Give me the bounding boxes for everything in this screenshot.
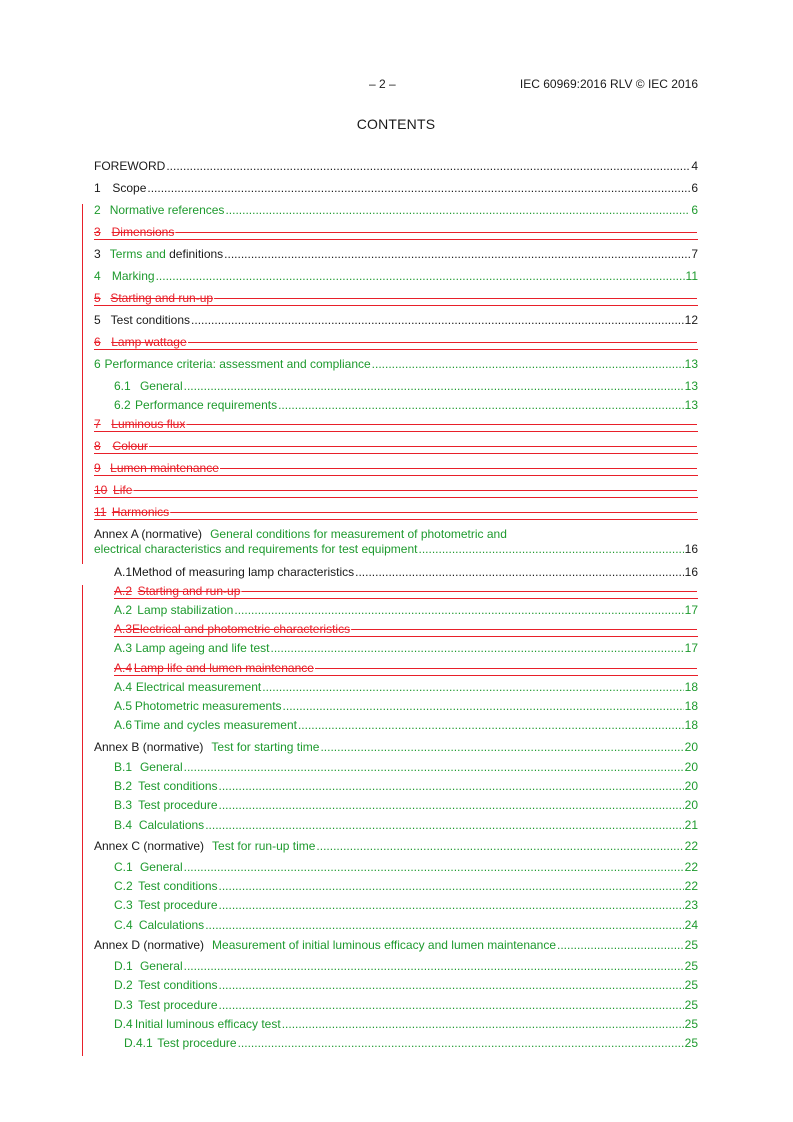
dot-leader	[557, 938, 684, 952]
dot-leader	[351, 622, 697, 636]
toc-entry-number: D.4	[114, 1017, 133, 1031]
toc-entry-number: A.6	[114, 718, 133, 732]
toc-entry-number: B.1	[114, 760, 133, 774]
toc-entry-title: Lamp stabilization	[137, 603, 234, 617]
toc-entry-number: 3	[94, 247, 101, 261]
toc-entry-number: B.2	[114, 779, 133, 793]
toc-entry-number: D.2	[114, 978, 133, 992]
toc-entry-title: Marking	[111, 269, 155, 283]
toc-entry-number: D.4.1	[124, 1036, 153, 1050]
toc-entry[interactable]	[114, 584, 698, 598]
toc-entry-title: Time and cycles measurement	[134, 718, 297, 732]
toc-entry-number: 3	[94, 225, 101, 239]
dot-leader	[283, 699, 684, 713]
toc-entry-title: General	[139, 760, 183, 774]
toc-entry-number: A.2	[114, 603, 133, 617]
deletion-strike-line	[114, 675, 698, 676]
dot-leader	[219, 998, 684, 1012]
toc-page-number: 20	[684, 740, 698, 754]
toc-entry-number: 5	[94, 291, 101, 305]
toc-entry[interactable]	[94, 181, 698, 195]
toc-entry[interactable]	[94, 225, 698, 239]
toc-entry-number: A.1	[114, 565, 133, 579]
toc-entry-title	[110, 247, 223, 261]
toc-entry-title: Test conditions	[138, 978, 218, 992]
dot-leader	[214, 291, 697, 305]
dot-leader	[186, 417, 697, 431]
deletion-strike-line	[94, 239, 698, 240]
toc-page-number: 7	[691, 247, 698, 261]
dot-leader	[225, 203, 690, 217]
toc-entry-title: Lamp ageing and life test	[135, 641, 270, 655]
dot-leader	[372, 357, 684, 371]
toc-entry[interactable]	[114, 818, 698, 832]
dot-leader	[278, 398, 684, 412]
deletion-strike-line	[94, 475, 698, 476]
toc-entry-title: Test for run-up time	[212, 839, 316, 853]
dot-leader	[170, 505, 697, 519]
toc-entry[interactable]	[94, 505, 698, 519]
toc-entry-title: Performance requirements	[135, 398, 278, 412]
toc-entry-number: B.3	[114, 798, 133, 812]
toc-entry-number: C.1	[114, 860, 133, 874]
toc-entry-number: C.2	[114, 879, 133, 893]
toc-entry[interactable]	[114, 760, 698, 774]
toc-page-number: 17	[684, 603, 698, 617]
toc-entry[interactable]	[114, 918, 698, 932]
toc-entry[interactable]	[94, 313, 698, 327]
dot-leader	[219, 978, 684, 992]
toc-entry[interactable]	[114, 641, 698, 655]
toc-page-number: 24	[684, 918, 698, 932]
toc-entry-title: Measurement of initial luminous efficacy and lumen maintenance	[212, 938, 557, 952]
toc-entry[interactable]	[114, 798, 698, 812]
toc-entry-number: D.1	[114, 959, 133, 973]
dot-leader	[241, 584, 697, 598]
toc-page-number: 16	[684, 542, 698, 556]
toc-entry-number: 9	[94, 461, 101, 475]
dot-leader	[156, 269, 685, 283]
toc-entry-title: Performance criteria: assessment and compliance	[104, 357, 371, 371]
dot-leader	[219, 779, 684, 793]
toc-page-number: 21	[684, 818, 698, 832]
dot-leader	[219, 898, 684, 912]
toc-entry-title: Test conditions	[138, 779, 218, 793]
toc-entry[interactable]	[94, 203, 698, 217]
toc-entry[interactable]	[114, 959, 698, 973]
toc-entry[interactable]	[94, 159, 698, 173]
toc-entry[interactable]	[94, 439, 698, 453]
toc-entry-number: 5	[94, 313, 101, 327]
toc-entry-number: 6	[94, 335, 101, 349]
toc-entry[interactable]	[114, 898, 698, 912]
toc-entry-number: A.2	[114, 584, 133, 598]
toc-entry-number: A.4	[114, 680, 133, 694]
toc-page-number: 25	[684, 938, 698, 952]
deletion-strike-line	[114, 598, 698, 599]
toc-entry[interactable]	[114, 978, 698, 992]
toc-entry-number: A.5	[114, 699, 133, 713]
toc-entry-title: General	[139, 959, 183, 973]
toc-entry-title: FOREWORD	[94, 159, 166, 173]
toc-page-number: 4	[691, 159, 698, 173]
toc-page-number: 25	[684, 959, 698, 973]
toc-page-number: 12	[684, 313, 698, 327]
toc-entry-title: Test procedure	[138, 798, 218, 812]
toc-entry[interactable]	[94, 291, 698, 305]
toc-entry-title: Life	[113, 483, 133, 497]
dot-leader	[262, 680, 683, 694]
toc-entry-title: Test procedure	[138, 898, 218, 912]
toc-entry-number: A.4	[114, 661, 133, 675]
toc-entry-title: Lumen maintenance	[110, 461, 219, 475]
original-text: definitions	[165, 247, 224, 261]
dot-leader	[191, 313, 684, 327]
toc-entry[interactable]	[114, 680, 698, 694]
toc-page-number: 6	[691, 181, 698, 195]
dot-leader	[320, 740, 683, 754]
toc-entry-title: Test conditions	[138, 879, 218, 893]
toc-entry-number: 6.1	[114, 379, 131, 393]
toc-entry[interactable]	[124, 1036, 698, 1050]
toc-page-number: 6	[691, 203, 698, 217]
toc-entry[interactable]	[114, 779, 698, 793]
toc-entry-title: Dimensions	[111, 225, 175, 239]
toc-page-number: 25	[684, 1036, 698, 1050]
annex-a-title-line2: electrical characteristics and requirements for test equipment	[94, 542, 418, 556]
dot-leader	[149, 439, 697, 453]
toc-entry[interactable]	[94, 938, 698, 952]
dot-leader	[184, 860, 684, 874]
annex-a-heading-line[interactable]	[94, 527, 507, 541]
toc-page-number: 25	[684, 1017, 698, 1031]
toc-entry-title: Starting and run-up	[137, 584, 241, 598]
toc-page-number: 20	[684, 779, 698, 793]
dot-leader	[234, 603, 683, 617]
deletion-strike-line	[94, 519, 698, 520]
annex-a-heading-line2[interactable]	[94, 542, 698, 556]
dot-leader	[224, 247, 690, 261]
toc-entry[interactable]	[114, 379, 698, 393]
toc-entry[interactable]	[114, 622, 698, 636]
toc-entry-number: 6	[94, 357, 101, 371]
toc-entry-number: 7	[94, 417, 101, 431]
toc-page-number: 18	[684, 680, 698, 694]
toc-entry-number: C.3	[114, 898, 133, 912]
dot-leader	[315, 661, 697, 675]
toc-entry-title: Lamp life and lumen maintenance	[133, 661, 314, 675]
toc-entry-title: Harmonics	[111, 505, 170, 519]
toc-entry-title: Calculations	[138, 818, 205, 832]
toc-page-number: 22	[684, 839, 698, 853]
document-id: IEC 60969:2016 RLV © IEC 2016	[519, 77, 698, 91]
toc-entry-number: B.4	[114, 818, 133, 832]
toc-entry-title: Test for starting time	[211, 740, 320, 754]
toc-entry-number: 6.2	[114, 398, 131, 412]
toc-entry-number: 10	[94, 483, 108, 497]
toc-entry[interactable]	[94, 335, 698, 349]
dot-leader	[184, 379, 684, 393]
toc-page-number: 18	[684, 718, 698, 732]
toc-entry[interactable]	[114, 718, 698, 732]
toc-entry-number: 2	[94, 203, 101, 217]
toc-page-number: 16	[684, 565, 698, 579]
deletion-strike-line	[94, 497, 698, 498]
toc-page-number: 17	[684, 641, 698, 655]
dot-leader	[219, 798, 684, 812]
toc-entry-title: Luminous flux	[111, 417, 186, 431]
toc-page-number: 23	[684, 898, 698, 912]
toc-page-number: 25	[684, 978, 698, 992]
toc-entry-title: Scope	[112, 181, 147, 195]
toc-entry-number: Annex C (normative)	[94, 839, 205, 853]
toc-entry[interactable]	[114, 699, 698, 713]
toc-entry[interactable]	[114, 565, 698, 579]
deletion-strike-line	[94, 305, 698, 306]
toc-entry[interactable]	[114, 879, 698, 893]
dot-leader	[188, 335, 697, 349]
toc-entry[interactable]	[94, 357, 698, 371]
dot-leader	[355, 565, 684, 579]
toc-entry[interactable]	[94, 483, 698, 497]
toc-entry[interactable]	[94, 247, 698, 261]
toc-page-number: 22	[684, 879, 698, 893]
toc-page-number: 13	[684, 379, 698, 393]
toc-entry-title: Method of measuring lamp characteristics	[132, 565, 355, 579]
annex-a-title-line1: General conditions for measurement of photometric and	[210, 527, 507, 541]
toc-entry[interactable]	[114, 603, 698, 617]
toc-entry-number: D.3	[114, 998, 133, 1012]
toc-entry-title: Electrical measurement	[135, 680, 262, 694]
toc-entry-title: Normative references	[109, 203, 225, 217]
toc-entry[interactable]	[94, 417, 698, 431]
dot-leader	[298, 718, 684, 732]
toc-page-number: 25	[684, 998, 698, 1012]
dot-leader	[184, 959, 684, 973]
page-number: – 2 –	[369, 77, 396, 91]
toc-entry[interactable]	[94, 839, 698, 853]
toc-entry-number: 1	[94, 181, 101, 195]
annex-a-label: Annex A (normative)	[94, 527, 203, 541]
toc-page-number: 18	[684, 699, 698, 713]
toc-page-number: 13	[684, 398, 698, 412]
dot-leader	[147, 181, 690, 195]
toc-entry-title: Colour	[112, 439, 148, 453]
toc-entry-number: C.4	[114, 918, 133, 932]
toc-page-number: 11	[685, 269, 698, 283]
toc-page-number: 20	[684, 760, 698, 774]
toc-entry[interactable]	[94, 461, 698, 475]
toc-entry-title: Electrical and photometric characteristics	[132, 622, 351, 636]
toc-entry-number: 11	[94, 505, 107, 519]
toc-page-number: 22	[684, 860, 698, 874]
toc-entry-title: General	[139, 379, 183, 393]
toc-entry-number: Annex B (normative)	[94, 740, 204, 754]
toc-entry-title: Lamp wattage	[111, 335, 187, 349]
dot-leader	[316, 839, 683, 853]
toc-entry-title: Initial luminous efficacy test	[134, 1017, 281, 1031]
toc-entry[interactable]	[114, 860, 698, 874]
toc-entry[interactable]	[114, 1017, 698, 1031]
dot-leader	[133, 483, 697, 497]
contents-title: CONTENTS	[356, 116, 436, 132]
deletion-strike-line	[114, 636, 698, 637]
toc-entry-number: Annex D (normative)	[94, 938, 205, 952]
dot-leader	[219, 879, 684, 893]
toc-entry[interactable]	[94, 269, 698, 283]
deletion-strike-line	[94, 349, 698, 350]
toc-entry-title: Test procedure	[138, 998, 218, 1012]
deletion-strike-line	[94, 453, 698, 454]
toc-page-number: 20	[684, 798, 698, 812]
toc-entry[interactable]	[114, 998, 698, 1012]
inserted-text: Terms and	[109, 247, 166, 261]
deletion-strike-line	[94, 431, 698, 432]
toc-entry-title: Test procedure	[157, 1036, 237, 1050]
toc-page-number: 13	[684, 357, 698, 371]
dot-leader	[220, 461, 697, 475]
toc-entry-title: Photometric measurements	[134, 699, 282, 713]
toc-entry[interactable]	[114, 398, 698, 412]
dot-leader	[282, 1017, 684, 1031]
dot-leader	[166, 159, 690, 173]
dot-leader	[238, 1036, 684, 1050]
toc-entry-number: 8	[94, 439, 101, 453]
toc-entry[interactable]	[114, 661, 698, 675]
dot-leader	[205, 818, 683, 832]
toc-entry-title: Calculations	[138, 918, 205, 932]
toc-entry-number: 4	[94, 269, 101, 283]
toc-entry-title: General	[139, 860, 183, 874]
dot-leader	[271, 641, 684, 655]
dot-leader	[418, 542, 683, 556]
toc-entry[interactable]	[94, 740, 698, 754]
toc-entry-number: A.3	[114, 641, 133, 655]
toc-entry-number: A.3	[114, 622, 133, 636]
dot-leader	[175, 225, 697, 239]
toc-entry-title: Test conditions	[110, 313, 191, 327]
toc-entry-title: Starting and run-up	[110, 291, 214, 305]
dot-leader	[184, 760, 684, 774]
dot-leader	[205, 918, 683, 932]
